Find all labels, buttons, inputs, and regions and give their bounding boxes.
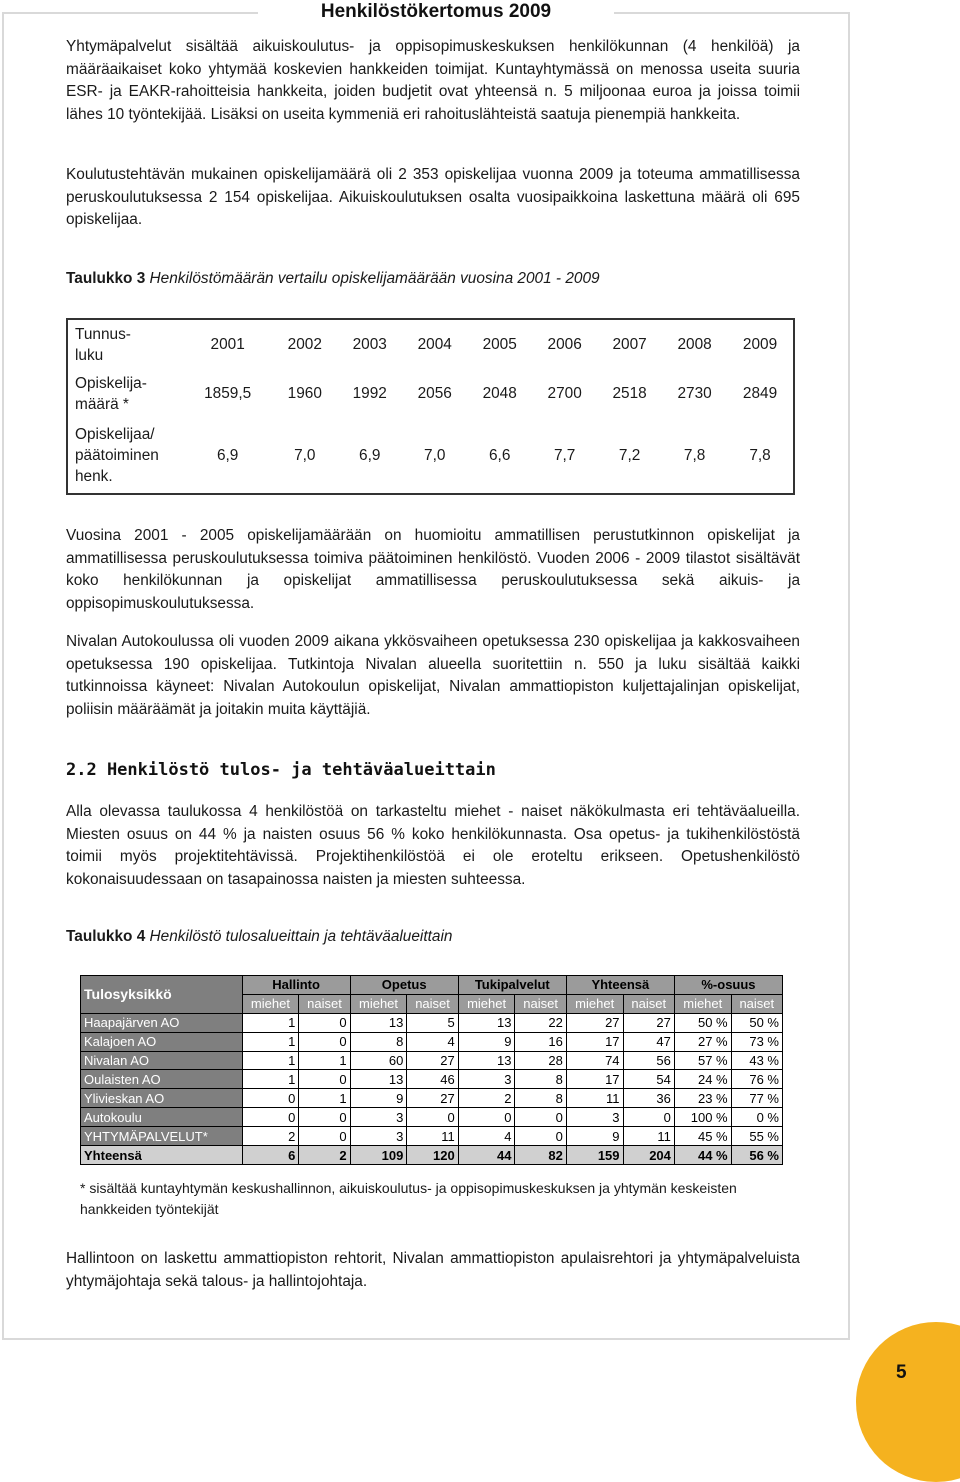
table3-cell: 2700 xyxy=(547,385,582,403)
table4-cell: 13 xyxy=(459,1052,515,1070)
table4-cell: 17 xyxy=(567,1033,623,1051)
table4-cell: 60 xyxy=(351,1052,407,1070)
table4-row xyxy=(81,1089,782,1107)
table4-cell: 55 % xyxy=(732,1127,782,1145)
table4-subheader: naiset xyxy=(299,995,349,1013)
table4-cell: 43 % xyxy=(732,1052,782,1070)
table4-total-cell: 56 % xyxy=(732,1146,782,1164)
table4-cell: 0 xyxy=(243,1108,299,1126)
table4-cell: 0 xyxy=(624,1108,674,1126)
paragraph-miehet-naiset: Alla olevassa taulukossa 4 henkilöstöä on tarkasteltu miehet - naiset näkökulmasta eri tehtäväalueilla. Miesten osuus on 44 % ja naisten osuus 56 % koko henkilökunnasta. Osa opetus- ja tukihenkilöstöstä toimii myös projektitehtävissä. Projektihenkilöstöä ei ole eroteltu erikseen. Opetushenkilöstö kokonaisuudessaan on tasapainossa naisten ja miesten suhteessa. xyxy=(66,803,800,888)
table4-cell: 0 xyxy=(299,1014,349,1032)
table3-cell: 7,7 xyxy=(553,446,576,464)
table4-row-name: Autokoulu xyxy=(81,1108,242,1126)
paragraph-vuosina: Vuosina 2001 - 2005 opiskelijamäärään on huomioitu ammatillisen perustutkinnon opiskelijat ja ammatillisessa peruskoulutuksessa toimiva päätoiminen henkilöstö. Vuoden 2006 - 2009 tilastot sisältävät koko henkilökunnan ja opiskelijat ammatillisessa peruskoulutuksessa sekä aikuis- ja oppisopimuskoulutuksessa. xyxy=(66,527,800,612)
table4-total-cell: 159 xyxy=(567,1146,623,1164)
table4-cell: 0 xyxy=(243,1089,299,1107)
table3-cell: 7,8 xyxy=(749,446,771,464)
table4-group-header: Tukipalvelut xyxy=(459,976,566,994)
table3-cell: 2004 xyxy=(417,335,452,353)
table3-row-label: Opiskelijaa/ päätoiminen henk. xyxy=(75,426,159,486)
table4-row xyxy=(81,1052,782,1070)
table3-cell: 1992 xyxy=(352,385,387,403)
table4-cell: 16 xyxy=(515,1033,565,1051)
table3-cell: 2730 xyxy=(677,385,712,403)
table4-cell: 9 xyxy=(351,1089,407,1107)
table4-row-name: Kalajoen AO xyxy=(81,1033,242,1051)
table4-cell: 4 xyxy=(407,1033,457,1051)
table3-cell: 7,0 xyxy=(294,446,316,464)
table4-subheader: miehet xyxy=(675,995,731,1013)
table4-cell: 57 % xyxy=(675,1052,731,1070)
table4-group-header: Hallinto xyxy=(243,976,350,994)
table3-cell: 2002 xyxy=(287,335,322,353)
table4-subheader: naiset xyxy=(732,995,782,1013)
table4-cell: 27 % xyxy=(675,1033,731,1051)
table4-subheader: naiset xyxy=(515,995,565,1013)
table4-cell: 3 xyxy=(351,1108,407,1126)
table3-cell: 6,9 xyxy=(359,446,381,464)
table4-row xyxy=(81,1108,782,1126)
table4-total-cell: 120 xyxy=(407,1146,457,1164)
table4-total-cell: 44 xyxy=(459,1146,515,1164)
table4-cell: 1 xyxy=(243,1014,299,1032)
table4-group-header: Opetus xyxy=(351,976,458,994)
table4-label: Taulukko 4 xyxy=(66,928,146,945)
table4-total-cell: 44 % xyxy=(675,1146,731,1164)
table4-subheader: miehet xyxy=(351,995,407,1013)
table4-row-name: Haapajärven AO xyxy=(81,1014,242,1032)
table3-cell: 2048 xyxy=(482,385,517,403)
table3-cell: 7,0 xyxy=(424,446,446,464)
table3-row-label: Tunnus- luku xyxy=(75,325,131,364)
table4-row-name: Nivalan AO xyxy=(81,1052,242,1070)
paragraph-hallinto: Hallintoon on laskettu ammattiopiston rehtorit, Nivalan ammattiopiston apulaisrehtori ja yhtymäpalveluista yhtymäjohtaja sekä talous- ja hallintojohtaja. xyxy=(66,1250,800,1290)
table4 xyxy=(80,975,783,1165)
table4-cell: 100 % xyxy=(675,1108,731,1126)
page-corner-decoration xyxy=(856,1322,960,1482)
table4-subheader: miehet xyxy=(459,995,515,1013)
table4-cell: 46 xyxy=(407,1070,457,1088)
page-number: 5 xyxy=(896,1362,907,1383)
table3-cell: 2003 xyxy=(352,335,387,353)
table4-cell: 9 xyxy=(459,1033,515,1051)
paragraph-yhtymapalvelut: Yhtymäpalvelut sisältää aikuiskoulutus- ja oppisopimuskeskuksen henkilökunnan (4 henkilöä) ja määräaikaiset koko yhtymää koskevien hankkeiden toimijat. Kuntayhtymässä on menossa useita suuria ESR- ja EAKR-rahoitteisia hankkeita, joiden budjetit ovat yhteensä n. 5 miljoonaa euroa ja joissa toimii lähes 10 työntekijää. Lisäksi on useita kymmeniä eri rahoituslähteistä saatuja pienempiä hankkeita. xyxy=(66,38,800,123)
table4-cell: 0 xyxy=(299,1108,349,1126)
table3-row-label: Opiskelija- määrä * xyxy=(75,375,147,414)
table4-cell: 0 xyxy=(299,1070,349,1088)
table4-row xyxy=(81,1127,782,1145)
table4-cell: 27 xyxy=(624,1014,674,1032)
table4-cell: 3 xyxy=(351,1127,407,1145)
table4-cell: 56 xyxy=(624,1052,674,1070)
table4-cell: 8 xyxy=(351,1033,407,1051)
table4-cell: 11 xyxy=(567,1089,623,1107)
table4-cell: 50 % xyxy=(732,1014,782,1032)
table4-caption xyxy=(66,926,452,948)
table4-cell: 3 xyxy=(459,1070,515,1088)
table4-subheader: miehet xyxy=(243,995,299,1013)
table3-title: Henkilöstömäärän vertailu opiskelijamäärään vuosina 2001 - 2009 xyxy=(149,270,600,287)
table4-row-name: YHTYMÄPALVELUT* xyxy=(81,1127,242,1145)
table4-cell: 1 xyxy=(243,1033,299,1051)
table4-cell: 0 xyxy=(299,1033,349,1051)
table4-cell: 54 xyxy=(624,1070,674,1088)
table4-cell: 47 xyxy=(624,1033,674,1051)
table3-cell: 1960 xyxy=(287,385,322,403)
table3-row xyxy=(67,319,794,370)
table4-total-cell: 82 xyxy=(515,1146,565,1164)
table4-cell: 1 xyxy=(299,1089,349,1107)
table4-cell: 1 xyxy=(243,1052,299,1070)
section-heading: 2.2 Henkilöstö tulos- ja tehtäväalueittain xyxy=(66,760,496,780)
table4-cell: 8 xyxy=(515,1070,565,1088)
table4-row-name: Ylivieskan AO xyxy=(81,1089,242,1107)
table4-cell: 1 xyxy=(299,1052,349,1070)
table4-cell: 23 % xyxy=(675,1089,731,1107)
table4-subheader: miehet xyxy=(567,995,623,1013)
table3-row xyxy=(67,419,794,494)
table4-cell: 0 xyxy=(459,1108,515,1126)
table4-unit-header: Tulosyksikkö xyxy=(81,976,242,1013)
page-header-title: Henkilöstökertomus 2009 xyxy=(258,0,614,24)
table4-cell: 76 % xyxy=(732,1070,782,1088)
table4-cell: 36 xyxy=(624,1089,674,1107)
table4-row xyxy=(81,1014,782,1032)
table4-total-cell: 109 xyxy=(351,1146,407,1164)
table4-row xyxy=(81,1070,782,1088)
table3-cell: 2008 xyxy=(677,335,712,353)
table4-cell: 24 % xyxy=(675,1070,731,1088)
table4-cell: 1 xyxy=(243,1070,299,1088)
table3-cell: 2007 xyxy=(612,335,647,353)
table4-group-header-row xyxy=(81,976,782,994)
table4-cell: 2 xyxy=(459,1089,515,1107)
table4-total-cell: 204 xyxy=(624,1146,674,1164)
table3 xyxy=(66,318,795,495)
table4-title: Henkilöstö tulosalueittain ja tehtäväalueittain xyxy=(149,928,453,945)
table4-cell: 11 xyxy=(624,1127,674,1145)
table4-cell: 2 xyxy=(243,1127,299,1145)
paragraph-autokoulu: Nivalan Autokoulussa oli vuoden 2009 aikana ykkösvaiheen opetuksessa 230 opiskelijaa ja kakkosvaiheen opetuksessa 190 opiskelijaa. Tutkintoja Nivalan alueella suoritettiin n. 550 ja luku sisältää kaikki tutkinnoissa käyneet: Nivalan Autokoulun opiskelijat, Nivalan ammattiopiston kuljettajalinjan opiskelijat, poliisin määräämät ja joitakin muita käyttäjiä. xyxy=(66,633,800,718)
table4-cell: 17 xyxy=(567,1070,623,1088)
table4-total-name: Yhteensä xyxy=(81,1146,242,1164)
table4-group-header: Yhteensä xyxy=(567,976,674,994)
table4-cell: 77 % xyxy=(732,1089,782,1107)
table4-cell: 73 % xyxy=(732,1033,782,1051)
table4-cell: 4 xyxy=(459,1127,515,1145)
table3-cell: 7,2 xyxy=(618,446,641,464)
table4-cell: 5 xyxy=(407,1014,457,1032)
table4-total-cell: 2 xyxy=(299,1146,349,1164)
table4-cell: 22 xyxy=(515,1014,565,1032)
table4-cell: 13 xyxy=(351,1014,407,1032)
table4-cell: 74 xyxy=(567,1052,623,1070)
table4-cell: 13 xyxy=(459,1014,515,1032)
table3-row xyxy=(67,370,794,419)
table4-row-name: Oulaisten AO xyxy=(81,1070,242,1088)
table4-total-cell: 6 xyxy=(243,1146,299,1164)
table4-cell: 9 xyxy=(567,1127,623,1145)
table4-cell: 11 xyxy=(407,1127,457,1145)
table4-cell: 0 xyxy=(407,1108,457,1126)
table4-footnote: * sisältää kuntayhtymän keskushallinnon, aikuiskoulutus- ja oppisopimuskeskuksen ja yhtymän keskeisten hankkeiden työntekijät xyxy=(80,1180,737,1217)
table3-label: Taulukko 3 xyxy=(66,270,146,287)
table4-group-header: %-osuus xyxy=(675,976,782,994)
table3-cell: 2001 xyxy=(210,335,245,353)
table3-cell: 2518 xyxy=(612,385,647,403)
table4-row xyxy=(81,1033,782,1051)
table4-cell: 8 xyxy=(515,1089,565,1107)
table3-cell: 7,8 xyxy=(683,446,706,464)
table4-subheader: naiset xyxy=(624,995,674,1013)
table4-total-row xyxy=(81,1146,782,1164)
table3-cell: 1859,5 xyxy=(204,385,252,403)
table4-cell: 45 % xyxy=(675,1127,731,1145)
table3-cell: 2849 xyxy=(742,385,778,403)
table4-subheader: naiset xyxy=(407,995,457,1013)
table4-cell: 3 xyxy=(567,1108,623,1126)
table4-cell: 50 % xyxy=(675,1014,731,1032)
table3-cell: 2009 xyxy=(742,335,778,353)
table3-cell: 2005 xyxy=(482,335,517,353)
table4-cell: 0 xyxy=(515,1127,565,1145)
table4-cell: 27 xyxy=(407,1052,457,1070)
table4-cell: 27 xyxy=(567,1014,623,1032)
table4-cell: 0 xyxy=(515,1108,565,1126)
table4-cell: 0 xyxy=(299,1127,349,1145)
table3-cell: 6,6 xyxy=(488,446,511,464)
paragraph-opiskelijamaara: Koulutustehtävän mukainen opiskelijamäärä oli 2 353 opiskelijaa vuonna 2009 ja toteuma ammatillisessa peruskoulutuksessa 2 154 opiskelijaa. Aikuiskoulutuksen osalta vuosipaikkoina laskettuna määrä oli 695 opiskelijaa. xyxy=(66,166,800,228)
table4-cell: 13 xyxy=(351,1070,407,1088)
table4-cell: 28 xyxy=(515,1052,565,1070)
table4-cell: 0 % xyxy=(732,1108,782,1126)
table4-cell: 27 xyxy=(407,1089,457,1107)
table3-caption xyxy=(66,268,600,290)
table3-cell: 6,9 xyxy=(216,446,239,464)
table3-cell: 2006 xyxy=(547,335,582,353)
table3-cell: 2056 xyxy=(417,385,452,403)
